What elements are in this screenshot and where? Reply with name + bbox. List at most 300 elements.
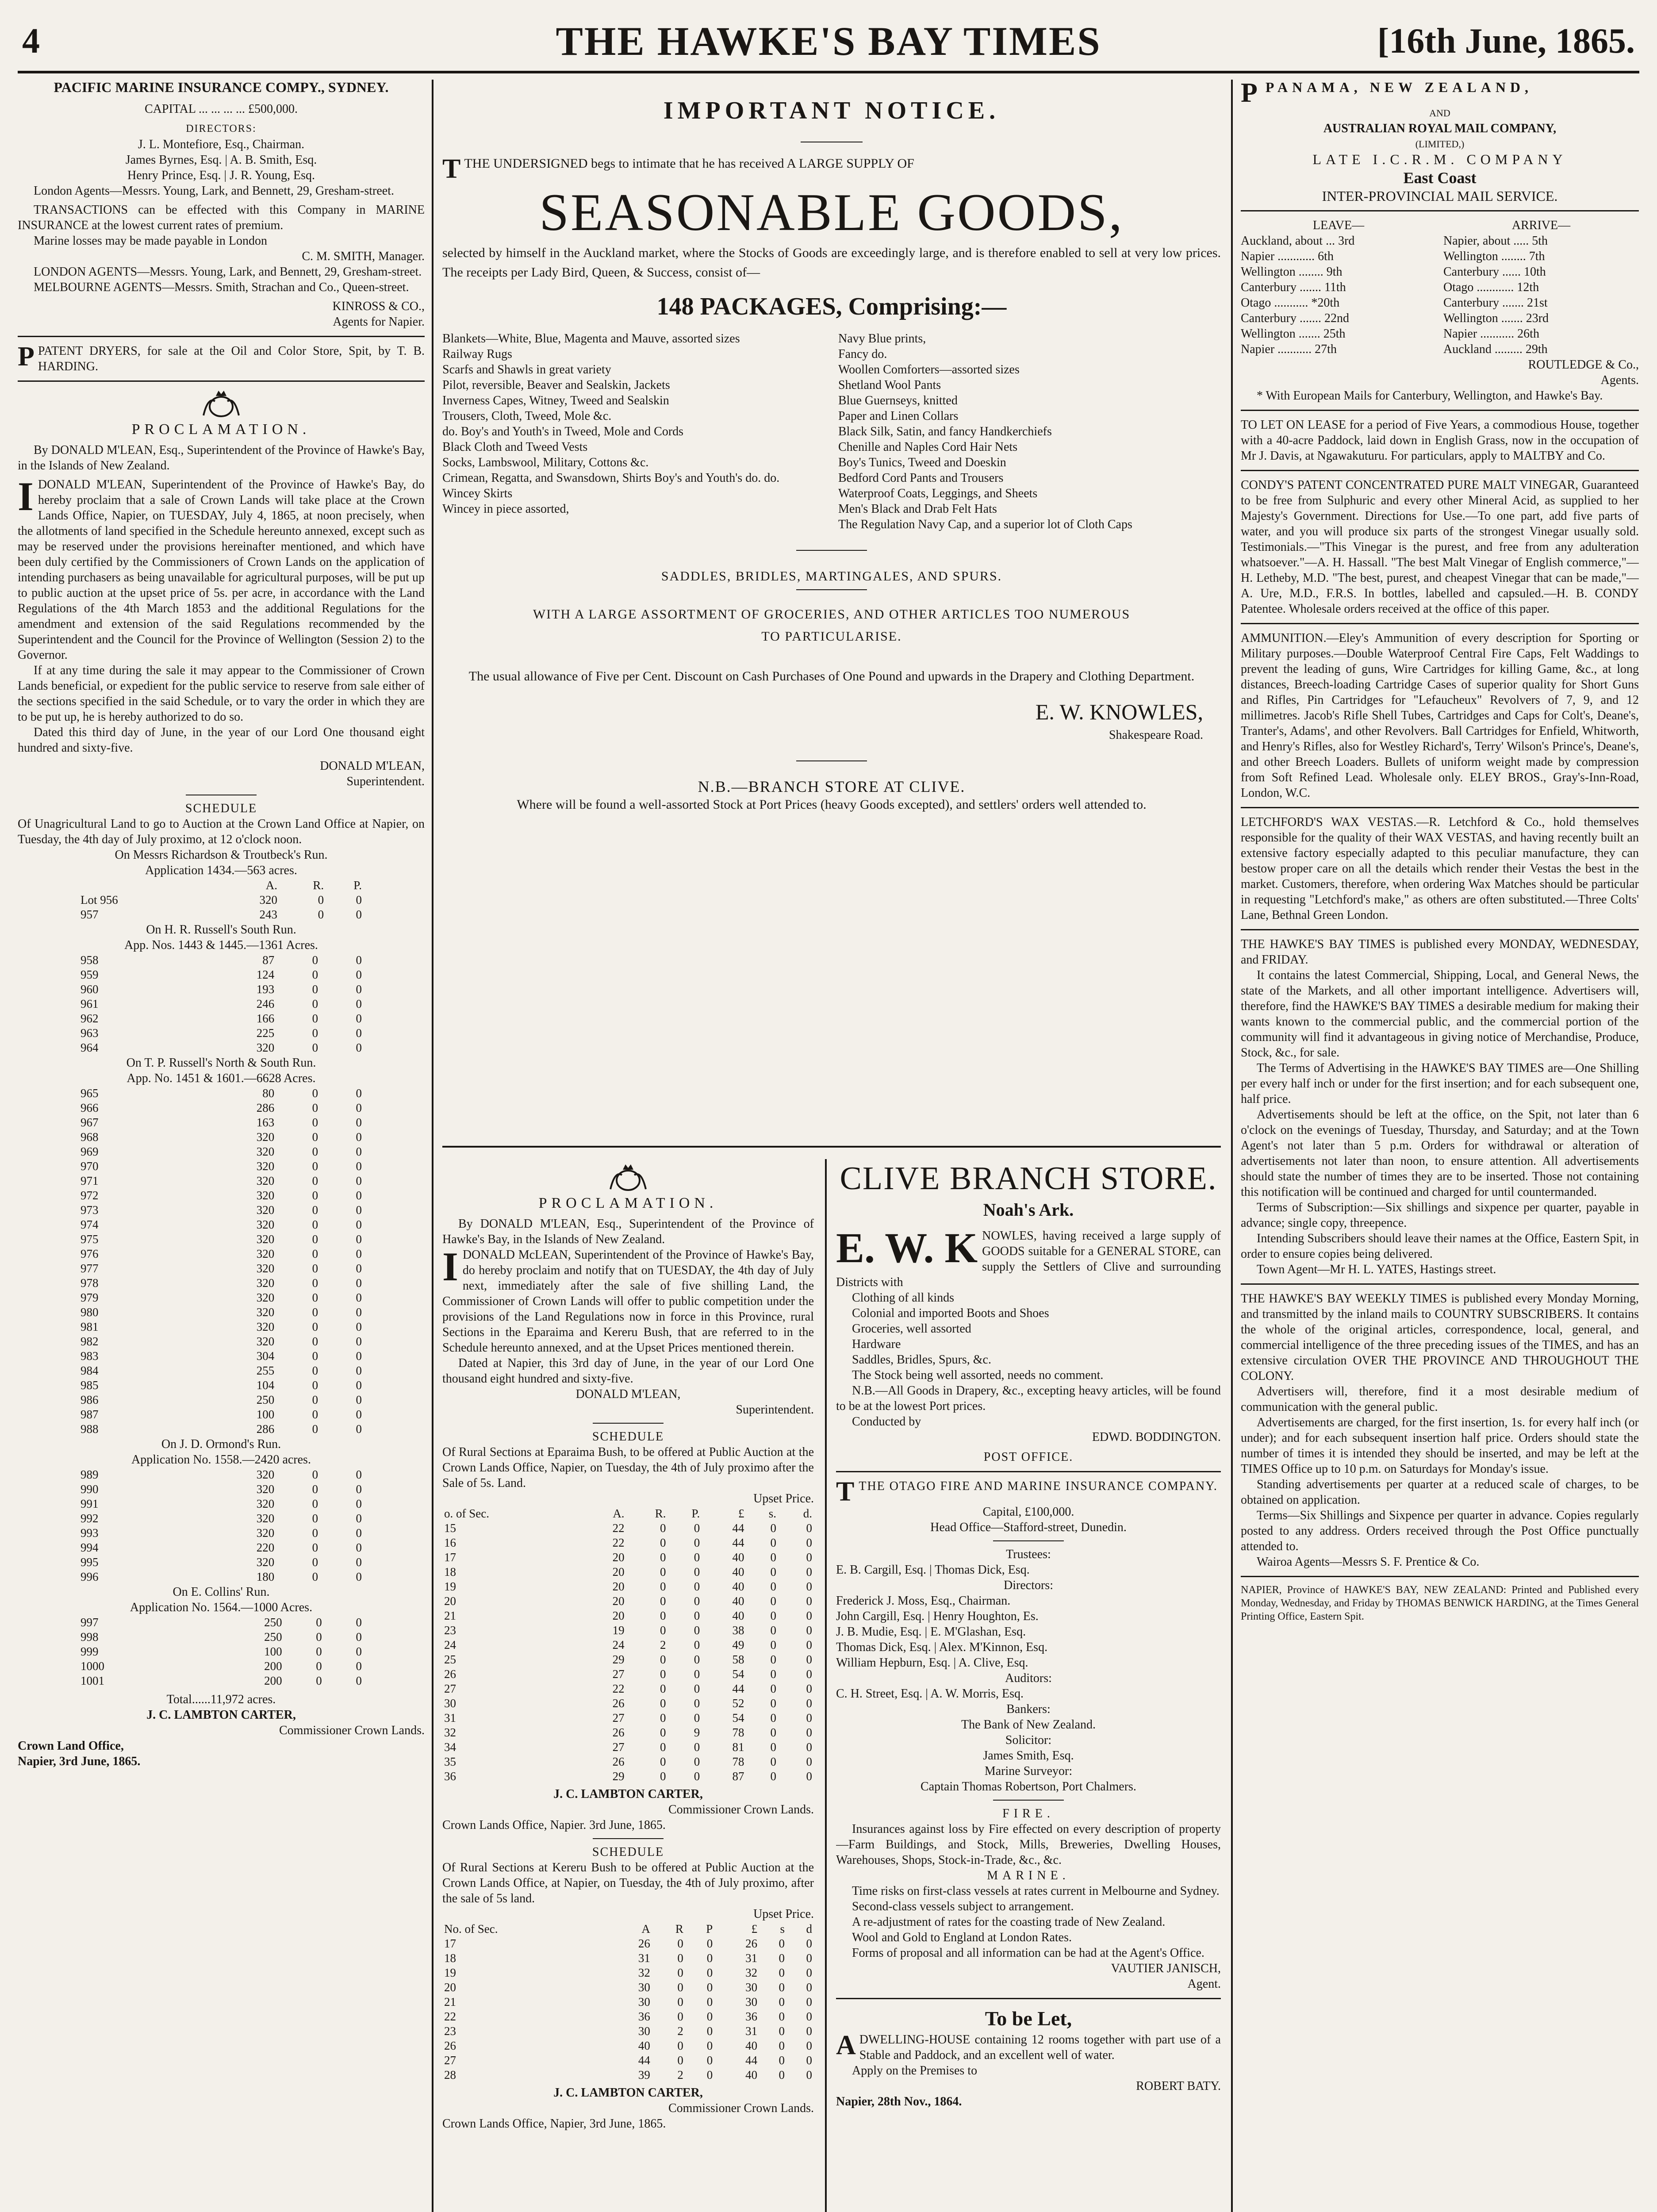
table-cell: 0 <box>694 1580 700 1593</box>
lot-cell: 0 <box>356 1101 362 1114</box>
table-cell: 0 <box>660 1580 666 1593</box>
lot-cell: 0 <box>312 1512 318 1525</box>
lot-cell: 0 <box>316 1645 322 1658</box>
table-cell: 0 <box>706 1937 713 1950</box>
table-cell: 2 <box>660 1638 666 1651</box>
table-row <box>442 1725 814 1740</box>
table-cell: 22 <box>444 2010 456 2023</box>
lot-cell: 0 <box>312 1349 318 1363</box>
lot-cell: 320 <box>256 1218 275 1231</box>
leave-row: Napier ............ 6th <box>1241 250 1334 263</box>
goods-item: Black Cloth and Tweed Vests <box>442 440 588 454</box>
table-cell: 0 <box>694 1667 700 1681</box>
carter-title: Commissioner Crown Lands. <box>668 1803 814 1816</box>
clive-nb: N.B.—All Goods in Drapery, &c., excepting heavy articles, will be found to be at the lowest Port prices. <box>836 1384 1221 1413</box>
lot-cell: 982 <box>81 1335 99 1348</box>
lot-cell: 0 <box>356 1276 362 1290</box>
goods-item: Waterproof Coats, Leggings, and Sheets <box>838 487 1038 500</box>
lot-row <box>79 1630 364 1644</box>
schedule-head: SCHEDULE <box>592 1430 664 1444</box>
table-head-cell: £ <box>738 1507 744 1520</box>
goods-item: Chenille and Naples Cord Hair Nets <box>838 440 1018 454</box>
table-head-row <box>442 1506 814 1521</box>
table-cell: 19 <box>444 1966 456 1979</box>
proclamation-signature-title: Superintendent. <box>346 775 425 788</box>
table-head-cell: £ <box>751 1922 758 1936</box>
lot-cell: 0 <box>312 1012 318 1025</box>
goods-item: Trousers, Cloth, Tweed, Mole &c. <box>442 409 612 423</box>
proclamation-dated: Dated this third day of June, in the year of our Lord One thousand eight hundred and sixty-five. <box>18 726 425 755</box>
lot-cell: 320 <box>256 1130 275 1144</box>
lot-cell: 0 <box>356 1364 362 1377</box>
lot-cell: 987 <box>81 1408 99 1421</box>
discount-line: The usual allowance of Five per Cent. Discount on Cash Purchases of One Pound and upwards in the Drapery and Clothing Department. <box>468 669 1195 684</box>
table-cell: 40 <box>732 1594 744 1608</box>
lot-cell: 304 <box>256 1349 275 1363</box>
table-cell: 40 <box>745 2039 758 2052</box>
table-cell: 0 <box>694 1536 700 1549</box>
table-cell: 2 <box>677 2068 683 2081</box>
lot-cell: 992 <box>81 1512 99 1525</box>
lot-row <box>79 1026 364 1041</box>
lot-row <box>79 1511 364 1526</box>
table-cell: 0 <box>660 1667 666 1681</box>
table-cell: 0 <box>806 1521 812 1535</box>
lot-cell: 320 <box>256 1291 275 1304</box>
lot-cell: 104 <box>256 1379 275 1392</box>
otago-marine-2: Second-class vessels subject to arrangement. <box>852 1900 1074 1913</box>
otago-director: Frederick J. Moss, Esq., Chairman. <box>836 1594 1011 1608</box>
lot-cell: 0 <box>356 953 362 967</box>
arrive-row: Napier, about ..... 5th <box>1443 234 1548 248</box>
table-head-row <box>442 1922 814 1936</box>
table-cell: 0 <box>806 1580 812 1593</box>
table-cell: 32 <box>444 1726 456 1739</box>
application-line: Application No. 1558.—2420 acres. <box>131 1453 311 1467</box>
table-cell: 0 <box>706 2039 713 2052</box>
table-cell: 0 <box>770 1594 776 1608</box>
column-rule <box>1231 80 1233 2212</box>
otago-capital: Capital, £100,000. <box>982 1505 1074 1519</box>
lot-row <box>79 1363 364 1378</box>
lot-row <box>79 1041 364 1055</box>
table-cell: 0 <box>706 1966 713 1979</box>
panama-title-1: PPANAMA, NEW ZEALAND, <box>1241 80 1533 108</box>
lot-cell: 989 <box>81 1468 99 1481</box>
table-cell: 0 <box>660 1711 666 1724</box>
lot-row <box>79 893 364 907</box>
lot-cell: 0 <box>312 1364 318 1377</box>
proclamation-one <box>18 388 425 1769</box>
otago-director: J. B. Mudie, Esq. | E. M'Glashan, Esq. <box>836 1625 1026 1639</box>
goods-item: Paper and Linen Collars <box>838 409 959 423</box>
arrive-row: Canterbury ...... 10th <box>1443 265 1546 279</box>
patent-dryers-ad: PPATENT DRYERS, for sale at the Oil and Color Store, Spit, by T. B. HARDING. <box>18 342 425 373</box>
table-cell: 19 <box>444 1580 456 1593</box>
table-cell: 0 <box>806 1697 812 1710</box>
table-cell: 0 <box>660 1536 666 1549</box>
page-number: 4 <box>22 22 40 61</box>
table-cell: 20 <box>612 1565 625 1578</box>
lot-cell: 320 <box>256 1160 275 1173</box>
clive-subtitle: Noah's Ark. <box>983 1200 1074 1220</box>
lot-row <box>79 1247 364 1261</box>
table-cell: 0 <box>806 1770 812 1783</box>
condy-vinegar-ad: CONDY'S PATENT CONCENTRATED PURE MALT VINEGAR, Guaranteed to be free from Sulphuric and every other Mineral Acid, as supplied to her Majesty's Government. Directions for Use.—To one part, add five parts of water, and you will produce six parts of the strongest Vinegar usually sold. Testimonials.—"This Vinegar is the purest, and free from any adulteration whatsoever."—A. H. Hassall. "The best Malt Vinegar of English commerce,"—H. Letheby, M.D. "The best, purest, and cheapest Vinegar that can be made,"—A. Ure, M.D., F.R.S. In bottles, labelled and capsuled.—H. B. CONDY Patentee. Wholesale orders received at the office of this paper. <box>1241 478 1639 616</box>
lot-cell: 993 <box>81 1526 99 1540</box>
table-cell: 32 <box>638 1966 650 1979</box>
table-cell: 0 <box>677 1937 683 1950</box>
lot-table <box>79 1086 364 1436</box>
lot-cell: 0 <box>356 1393 362 1406</box>
leave-row: Napier ........... 27th <box>1241 342 1337 356</box>
lot-row <box>79 982 364 997</box>
arrive-head: ARRIVE— <box>1511 219 1571 232</box>
table-cell: 0 <box>660 1770 666 1783</box>
table-row <box>442 1755 814 1769</box>
table-cell: 54 <box>732 1711 744 1724</box>
table-cell: 30 <box>638 2024 650 2038</box>
times-p6: Intending Subscribers should leave their names at the Office, Eastern Spit, in order to ensure copies being delivered. <box>1241 1232 1639 1261</box>
lot-cell: 320 <box>256 1145 275 1158</box>
table-cell: 0 <box>806 1995 812 2008</box>
lot-cell: 0 <box>356 968 362 981</box>
lot-row <box>79 1644 364 1659</box>
lot-cell: 250 <box>264 1616 282 1629</box>
lot-cell: 0 <box>312 1393 318 1406</box>
lot-head-cell: R. <box>313 879 324 892</box>
lot-cell: 0 <box>312 1468 318 1481</box>
table-cell: 30 <box>444 1697 456 1710</box>
table-cell: 0 <box>779 2024 785 2038</box>
table-cell: 0 <box>706 1981 713 1994</box>
carter-signature: J. C. LAMBTON CARTER, <box>553 1787 703 1801</box>
lot-row <box>79 1115 364 1130</box>
notice-intro: TTHE UNDERSIGNED begs to intimate that he has received A LARGE SUPPLY OF <box>442 154 914 184</box>
carter-title: Commissioner Crown Lands. <box>279 1724 425 1737</box>
otago-marine-head: MARINE. <box>987 1869 1070 1882</box>
mail-schedule <box>1241 218 1639 357</box>
pacific-london-agents-2: LONDON AGENTS—Messrs. Young, Lark, and Bennett, 29, Gresham-street. <box>34 265 422 279</box>
goods-item: Black Silk, Satin, and fancy Handkerchiefs <box>838 425 1052 438</box>
arrive-list <box>1443 233 1639 357</box>
table-head-cell: s. <box>768 1507 776 1520</box>
lot-cell: 966 <box>81 1101 99 1114</box>
lot-cell: 0 <box>356 1012 362 1025</box>
table-row <box>442 1740 814 1755</box>
proclamation-title: PROCLAMATION. <box>131 421 311 438</box>
pacific-director: J. L. Montefiore, Esq., Chairman. <box>138 138 305 151</box>
table-cell: 30 <box>638 1995 650 2008</box>
lot-cell: 0 <box>356 1570 362 1583</box>
lot-cell: 0 <box>312 997 318 1010</box>
lot-cell: 959 <box>81 968 99 981</box>
otago-bankers: The Bank of New Zealand. <box>961 1718 1096 1732</box>
clive-item: Clothing of all kinds <box>852 1291 954 1305</box>
table-cell: 39 <box>638 2068 650 2081</box>
table-head-cell: d. <box>803 1507 812 1520</box>
lot-cell: 958 <box>81 953 99 967</box>
table-cell: 29 <box>612 1653 625 1666</box>
lot-cell: 984 <box>81 1364 99 1377</box>
pacific-insurance-ad <box>18 80 425 330</box>
table-cell: 0 <box>770 1624 776 1637</box>
lot-cell: 0 <box>312 1233 318 1246</box>
otago-marine-5: Forms of proposal and all information can be had at the Agent's Office. <box>852 1946 1204 1960</box>
lot-cell: 0 <box>312 1408 318 1421</box>
lot-cell: 320 <box>256 1247 275 1260</box>
table-cell: 15 <box>444 1521 456 1535</box>
table-head-cell: P. <box>691 1507 700 1520</box>
weekly-p1: THE HAWKE'S BAY WEEKLY TIMES is published every Monday Morning, and transmitted by the inland mails to COUNTRY SUBSCRIBERS. It contains the whole of the original articles, correspondence, local, general, and commercial intelligence of the three preceding issues of the TIMES, and has an extensive circulation OVER THE PROVINCE AND THROUGHOUT THE COLONY. <box>1241 1292 1639 1383</box>
lot-table <box>79 1467 364 1584</box>
table-cell: 26 <box>745 1937 758 1950</box>
lot-cell: 957 <box>81 908 99 921</box>
table-head-cell: No. of Sec. <box>444 1922 498 1936</box>
lot-cell: 320 <box>256 1262 275 1275</box>
lot-cell: 0 <box>312 1526 318 1540</box>
lot-cell: 0 <box>312 1130 318 1144</box>
column-rule <box>432 80 433 2212</box>
table-cell: 24 <box>612 1638 625 1651</box>
lot-row <box>79 1276 364 1290</box>
table-cell: 44 <box>732 1682 744 1695</box>
table-row <box>442 2009 814 2024</box>
lot-cell: 0 <box>312 1145 318 1158</box>
leave-row: Otago ........... *20th <box>1241 296 1340 310</box>
lot-cell: 971 <box>81 1174 99 1187</box>
arrive-column <box>1443 218 1639 357</box>
lot-cell: 0 <box>356 1674 362 1687</box>
table-cell: 17 <box>444 1551 456 1564</box>
lot-cell: 964 <box>81 1041 99 1054</box>
table-row <box>442 1667 814 1682</box>
table-cell: 0 <box>806 1653 812 1666</box>
lot-cell: 967 <box>81 1116 99 1129</box>
table-head-cell: d <box>806 1922 812 1936</box>
table-cell: 26 <box>444 1667 456 1681</box>
lot-head-cell: P. <box>353 879 362 892</box>
lot-cell: 985 <box>81 1379 99 1392</box>
arrive-row: Otago ............ 12th <box>1443 280 1539 294</box>
table-cell: 31 <box>444 1711 456 1724</box>
goods-item: Fancy do. <box>838 347 887 361</box>
lot-cell: 969 <box>81 1145 99 1158</box>
panama-limited: (LIMITED,) <box>1415 138 1465 150</box>
to-let-name: ROBERT BATY. <box>1136 2079 1221 2093</box>
proclamation-body: IDONALD McLEAN, Superintendent of the Province of Hawke's Bay, do hereby proclaim and notify that on TUESDAY, the 4th day of July next, immediately after the sale of five shilling Land, the Commissioner of Crown Lands will offer to public competition under the provisions of the Land Regulations now in force in this Province, rural Sections in the Eparaima and Kereru Bush, that are referred to in the Schedule hereunto annexed, and at the Upset Prices mentioned therein. <box>442 1244 814 1355</box>
times-terms <box>1241 937 1639 1277</box>
lease-ad: TO LET ON LEASE for a period of Five Years, a commodious House, together with a 40-acre Paddock, laid down in English Grass, now in the occupation of Mr J. Davis, at Ngawakuturu. For particulars, apply to MALTBY and Co. <box>1241 418 1639 463</box>
to-let-title: To be Let, <box>985 2007 1072 2030</box>
lot-cell: 0 <box>356 1659 362 1673</box>
table-cell: 0 <box>660 1697 666 1710</box>
lot-cell: 979 <box>81 1291 99 1304</box>
newspaper-title: THE HAWKE'S BAY TIMES <box>556 19 1101 64</box>
lot-row <box>79 997 364 1011</box>
lot-head-cell <box>79 878 210 893</box>
table-cell: 18 <box>444 1951 456 1965</box>
table-cell: 40 <box>732 1580 744 1593</box>
table-cell: 22 <box>612 1682 625 1695</box>
table-cell: 20 <box>444 1981 456 1994</box>
section-rule <box>442 1146 1221 1148</box>
lot-cell: 0 <box>356 1203 362 1217</box>
goods-item: Shetland Wool Pants <box>838 378 941 392</box>
lot-cell: 996 <box>81 1570 99 1583</box>
leave-row: Auckland, about ... 3rd <box>1241 234 1355 248</box>
otago-solicitor-head: Solicitor: <box>1005 1733 1052 1747</box>
lot-row <box>79 1261 364 1276</box>
table-cell: 0 <box>694 1770 700 1783</box>
table-cell: 22 <box>612 1536 625 1549</box>
lot-cell: 0 <box>356 1320 362 1333</box>
lot-row <box>79 1320 364 1334</box>
lot-cell: 80 <box>262 1087 275 1100</box>
table-cell: 0 <box>677 2010 683 2023</box>
table-cell: 40 <box>638 2039 650 2052</box>
table-row <box>442 1936 814 1951</box>
imprint: NAPIER, Province of HAWKE'S BAY, NEW ZEALAND: Printed and Published every Monday, Wednesday, and Friday by THOMAS BENWICK HARDING, at the Times General Printing Office, Eastern Spit. <box>1241 1584 1639 1622</box>
ammunition-ad: AMMUNITION.—Eley's Ammunition of every description for Sporting or Military purposes.—Double Waterproof Central Fire Caps, Felt Waddings to prevent the leading of guns, Wire Cartridges for killing Game, &c., at long distances, Breech-loading Cartridge Cases of superior quality for Short Guns and Rifles, Pin Cartridges for "Lefaucheux" Revolvers of 7, 9, and 12 millimetres. Jacob's Rifle Shell Tubes, Cartridges and Caps for Colt's, Deane's, Tranter's, Adams', and other Revolvers. Ball Cartridges for Enfield, Whitworth, and Henry's Rifles, also for Westley Richard's, Terry' Wilson's Prince's, Deane's, and other Breech Loaders. Bullets of uniform weight made by compression from Soft Refined Lead. Wholesale only. ELEY BROS., Gray's-Inn-Road, London, W.C. <box>1241 631 1639 800</box>
application-line: Application 1434.—563 acres. <box>145 864 297 877</box>
table-cell: 0 <box>806 2054 812 2067</box>
lot-cell: 0 <box>312 1041 318 1054</box>
letchford-ad: LETCHFORD'S WAX VESTAS.—R. Letchford & Co., hold themselves responsible for the quality of their WAX VESTAS, and having recently built an extensive factory especially adapted to this peculiar manufacture, they can bestow proper care on all the details which render their Vestas the best in the market. Customers, therefore, when ordering Wax Matches should be particular in requesting "Letchford's make," as others are often substituted.—Three Colts' Lane, Bethnal Green London. <box>1241 815 1639 922</box>
table-head-cell: A. <box>613 1507 625 1520</box>
lot-cell: 320 <box>256 1276 275 1290</box>
lot-cell: 0 <box>356 1218 362 1231</box>
lot-cell: 0 <box>356 1422 362 1436</box>
table-cell: 0 <box>706 2024 713 2038</box>
goods-item: The Regulation Navy Cap, and a superior lot of Cloth Caps <box>838 518 1132 531</box>
lot-row <box>79 1144 364 1159</box>
times-p7: Town Agent—Mr H. L. YATES, Hastings street. <box>1257 1263 1496 1276</box>
lot-row <box>79 1203 364 1217</box>
table-cell: 49 <box>732 1638 744 1651</box>
table-cell: 0 <box>806 2068 812 2081</box>
lot-cell: 961 <box>81 997 99 1010</box>
table-cell: 9 <box>694 1726 700 1739</box>
table-cell: 0 <box>806 1565 812 1578</box>
otago-surveyor: Captain Thomas Robertson, Port Chalmers. <box>921 1780 1136 1793</box>
lot-cell: 0 <box>312 1160 318 1173</box>
lot-cell: 0 <box>316 1674 322 1687</box>
table-cell: 23 <box>444 2024 456 2038</box>
pacific-london-agents: London Agents—Messrs. Young, Lark, and Bennett, 29, Gresham-street. <box>34 184 395 198</box>
clive-item: Colonial and imported Boots and Shoes <box>852 1306 1049 1320</box>
lot-cell: 0 <box>356 1645 362 1658</box>
table-cell: 0 <box>779 2068 785 2081</box>
table-cell: 0 <box>770 1711 776 1724</box>
lot-row <box>79 1393 364 1407</box>
lot-cell: 0 <box>356 1189 362 1202</box>
to-let-apply: Apply on the Premises to <box>852 2064 978 2078</box>
leave-row: Canterbury ....... 22nd <box>1241 311 1349 325</box>
pacific-losses: Marine losses may be made payable in London <box>34 234 267 248</box>
table-cell: 0 <box>770 1609 776 1622</box>
weekly-times-terms <box>1241 1291 1639 1570</box>
lot-cell: Lot 956 <box>81 893 118 906</box>
lot-cell: 0 <box>356 1174 362 1187</box>
otago-surveyor-head: Marine Surveyor: <box>984 1764 1073 1778</box>
lot-cell: 286 <box>256 1422 275 1436</box>
lot-cell: 995 <box>81 1555 99 1569</box>
column-2b <box>836 1159 1221 2212</box>
lot-cell: 986 <box>81 1393 99 1406</box>
table-cell: 0 <box>660 1726 666 1739</box>
table-cell: 0 <box>660 1624 666 1637</box>
lot-cell: 200 <box>264 1674 282 1687</box>
otago-director: William Hepburn, Esq. | A. Clive, Esq. <box>836 1656 1028 1670</box>
otago-fire: Insurances against loss by Fire effected on every description of property—Farm Buildings, and Stock, Mills, Breweries, Dwelling Houses, Warehouses, Shops, Stock-in-Trade, &c., &c. <box>836 1822 1221 1867</box>
clive-item: Hardware <box>852 1337 901 1351</box>
otago-directors-head: Directors: <box>1004 1578 1053 1592</box>
table-cell: 0 <box>779 2054 785 2067</box>
lot-row <box>79 953 364 968</box>
table-cell: 17 <box>444 1937 456 1950</box>
table-cell: 52 <box>732 1697 744 1710</box>
goods-item: Inverness Capes, Witney, Tweed and Sealskin <box>442 394 669 407</box>
lot-cell: 0 <box>356 997 362 1010</box>
table-cell: 20 <box>444 1594 456 1608</box>
table-cell: 0 <box>660 1594 666 1608</box>
lot-cell: 0 <box>312 1189 318 1202</box>
leave-row: Canterbury ....... 11th <box>1241 280 1346 294</box>
table-cell: 0 <box>806 1536 812 1549</box>
table-cell: 0 <box>694 1565 700 1578</box>
table-cell: 38 <box>732 1624 744 1637</box>
table-head-cell: s <box>780 1922 785 1936</box>
table-cell: 0 <box>694 1755 700 1768</box>
lot-cell: 320 <box>256 1468 275 1481</box>
proclamation-two <box>442 1159 814 2212</box>
lot-cell: 1000 <box>81 1659 104 1673</box>
table-cell: 0 <box>694 1740 700 1754</box>
table-cell: 0 <box>706 2068 713 2081</box>
application-line: App. No. 1451 & 1601.—6628 Acres. <box>127 1071 316 1085</box>
lot-cell: 963 <box>81 1026 99 1040</box>
lot-cell: 991 <box>81 1497 99 1510</box>
lot-cell: 0 <box>356 908 362 921</box>
lot-row <box>79 1467 364 1482</box>
leave-column <box>1241 218 1436 357</box>
table-cell: 0 <box>779 1966 785 1979</box>
lot-cell: 968 <box>81 1130 99 1144</box>
lot-cell: 320 <box>256 1203 275 1217</box>
pacific-capital: CAPITAL ... ... ... ... £500,000. <box>145 102 298 116</box>
eparaima-table <box>442 1506 814 1784</box>
proclamation-byline: By DONALD M'LEAN, Esq., Superintendent of the Province of Hawke's Bay, in the Islands of New Zealand. <box>442 1217 814 1246</box>
lot-cell: 0 <box>312 1555 318 1569</box>
lot-cell: 100 <box>264 1645 282 1658</box>
panama-note: * With European Mails for Canterbury, Wellington, and Hawke's Bay. <box>1257 389 1603 403</box>
lot-row <box>79 1422 364 1436</box>
schedule-lots <box>18 847 425 1688</box>
table-row <box>442 1696 814 1711</box>
table-cell: 0 <box>806 1966 812 1979</box>
panama-title-3: LATE I.C.R.M. COMPANY <box>1312 151 1567 167</box>
lot-cell: 990 <box>81 1482 99 1496</box>
carter-signature: J. C. LAMBTON CARTER, <box>146 1708 296 1722</box>
lot-row <box>79 1555 364 1570</box>
lot-row <box>79 1526 364 1540</box>
application-line: Application No. 1564.—1000 Acres. <box>130 1601 313 1614</box>
table-cell: 0 <box>770 1580 776 1593</box>
lot-cell: 0 <box>312 1218 318 1231</box>
otago-directors <box>836 1593 1221 1671</box>
lot-cell: 0 <box>312 1482 318 1496</box>
